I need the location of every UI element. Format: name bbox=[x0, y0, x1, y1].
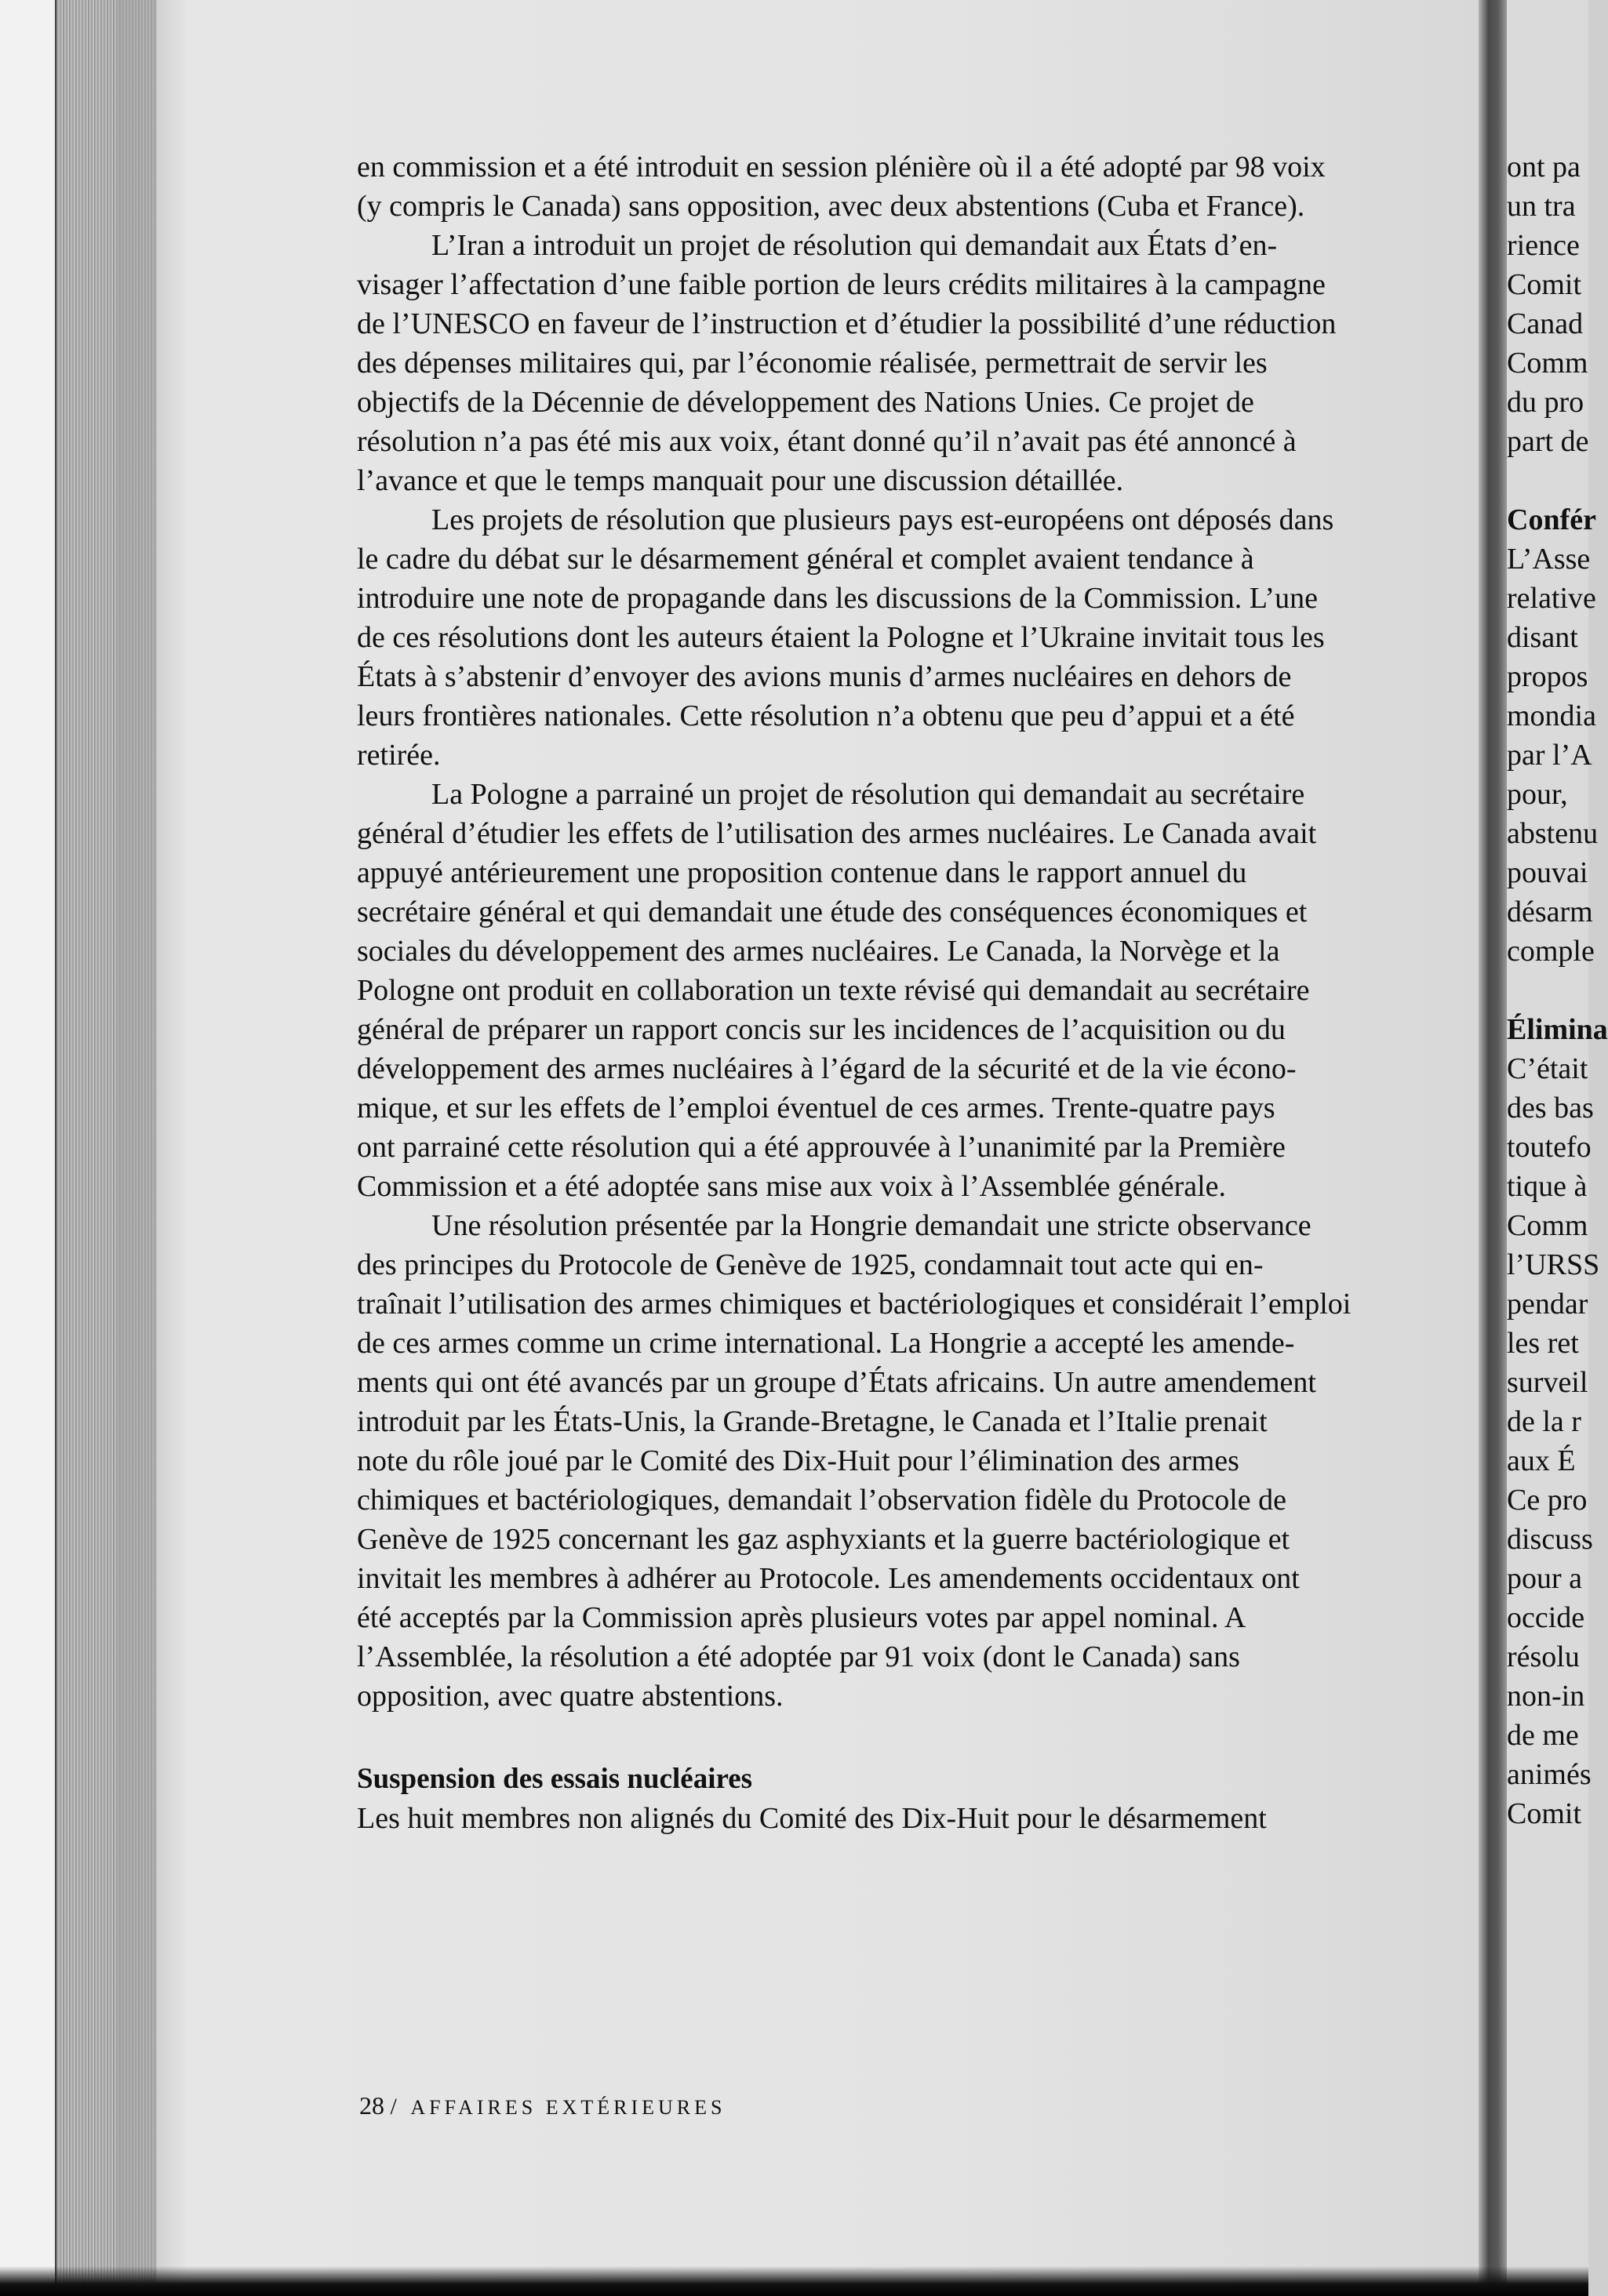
facing-page-text-fragment: animés bbox=[1507, 1758, 1592, 1791]
text-line: de ces résolutions dont les auteurs étaient la Pologne et l’Ukraine invitait tous les bbox=[357, 621, 1325, 654]
scan-bottom-shadow bbox=[0, 2266, 1588, 2296]
facing-page-text-fragment: un tra bbox=[1507, 190, 1576, 223]
facing-page-text-fragment: Comit bbox=[1507, 268, 1582, 301]
text-line: chimiques et bactériologiques, demandait l’observation fidèle du Protocole de bbox=[357, 1484, 1287, 1517]
text-line: résolution n’a pas été mis aux voix, étant donné qu’il n’avait pas été annoncé à bbox=[357, 425, 1297, 458]
facing-page-text-fragment: pour a bbox=[1507, 1562, 1583, 1595]
text-line: États à s’abstenir d’envoyer des avions munis d’armes nucléaires en dehors de bbox=[357, 660, 1292, 693]
text-line: appuyé antérieurement une proposition contenue dans le rapport annuel du bbox=[357, 856, 1247, 889]
facing-page-text-fragment: discuss bbox=[1507, 1523, 1593, 1556]
facing-page-text-fragment: Comm bbox=[1507, 1209, 1588, 1242]
page-edge-shadow bbox=[118, 0, 188, 2296]
facing-page-text-fragment: C’était bbox=[1507, 1052, 1588, 1085]
text-line: l’avance et que le temps manquait pour une discussion détaillée. bbox=[357, 464, 1124, 497]
publication-title: AFFAIRES EXTÉRIEURES bbox=[410, 2096, 726, 2119]
text-line: des principes du Protocole de Genève de 1925, condamnait tout acte qui en- bbox=[357, 1248, 1264, 1281]
facing-page-text-fragment: désarm bbox=[1507, 896, 1593, 928]
facing-page-text-fragment: l’URSS bbox=[1507, 1248, 1600, 1281]
facing-page-text-fragment: surveil bbox=[1507, 1366, 1588, 1399]
facing-page-text-fragment: occide bbox=[1507, 1601, 1585, 1634]
facing-page-text-fragment: Ce pro bbox=[1507, 1484, 1588, 1517]
facing-page-text-fragment: aux É bbox=[1507, 1444, 1576, 1477]
text-line: secrétaire général et qui demandait une étude des conséquences économiques et bbox=[357, 896, 1308, 928]
text-line: sociales du développement des armes nucléaires. Le Canada, la Norvège et la bbox=[357, 935, 1280, 968]
section-heading: Suspension des essais nucléaires bbox=[357, 1763, 753, 1795]
facing-page-text-fragment: les ret bbox=[1507, 1327, 1579, 1360]
text-line: général d’étudier les effets de l’utilisation des armes nucléaires. Le Canada avait bbox=[357, 817, 1317, 850]
facing-page-text-fragment: de me bbox=[1507, 1719, 1579, 1752]
facing-page-text-fragment: ont pa bbox=[1507, 151, 1581, 183]
facing-page-text-fragment: rience bbox=[1507, 229, 1580, 262]
text-line: Pologne ont produit en collaboration un texte révisé qui demandait au secrétaire bbox=[357, 974, 1310, 1007]
section-first-line: Les huit membres non alignés du Comité des Dix-Huit pour le désarmement bbox=[357, 1802, 1267, 1835]
text-line: note du rôle joué par le Comité des Dix-Huit pour l’élimination des armes bbox=[357, 1444, 1239, 1477]
book-gutter bbox=[1479, 0, 1507, 2296]
text-line: général de préparer un rapport concis sur les incidences de l’acquisition ou du bbox=[357, 1013, 1286, 1046]
footer-separator: / bbox=[390, 2094, 397, 2120]
facing-page-text-fragment: pour, bbox=[1507, 778, 1568, 811]
text-line: de ces armes comme un crime international. La Hongrie a accepté les amende- bbox=[357, 1327, 1295, 1360]
facing-page-text-fragment: Comm bbox=[1507, 347, 1588, 380]
text-line: objectifs de la Décennie de développement des Nations Unies. Ce projet de bbox=[357, 386, 1254, 419]
text-line: été acceptés par la Commission après plusieurs votes par appel nominal. A bbox=[357, 1601, 1246, 1634]
facing-page-text-fragment: par l’A bbox=[1507, 739, 1592, 772]
text-line: L’Iran a introduit un projet de résolution qui demandait aux États d’en- bbox=[431, 229, 1278, 262]
facing-page-text-fragment: non-in bbox=[1507, 1680, 1585, 1713]
facing-page-text-fragment: tique à bbox=[1507, 1170, 1588, 1203]
text-line: l’Assemblée, la résolution a été adoptée par 91 voix (dont le Canada) sans bbox=[357, 1640, 1240, 1673]
text-line: La Pologne a parrainé un projet de résolution qui demandait au secrétaire bbox=[431, 778, 1305, 811]
page-footer bbox=[359, 2086, 726, 2125]
text-line: leurs frontières nationales. Cette résolution n’a obtenu que peu d’appui et a été bbox=[357, 699, 1295, 732]
text-line: (y compris le Canada) sans opposition, avec deux abstentions (Cuba et France). bbox=[357, 190, 1305, 223]
text-line: Commission et a été adoptée sans mise aux voix à l’Assemblée générale. bbox=[357, 1170, 1227, 1203]
body-paragraphs bbox=[357, 147, 1482, 1716]
page-number: 28 bbox=[359, 2091, 384, 2120]
text-line: mique, et sur les effets de l’emploi éventuel de ces armes. Trente-quatre pays bbox=[357, 1092, 1275, 1124]
facing-page-text-fragment: résolu bbox=[1507, 1640, 1580, 1673]
facing-page-text-fragment: Confér bbox=[1507, 503, 1596, 536]
text-line: le cadre du débat sur le désarmement général et complet avaient tendance à bbox=[357, 543, 1254, 576]
facing-page-text-fragment: du pro bbox=[1507, 386, 1584, 419]
section-gap bbox=[357, 1716, 1482, 1760]
facing-page-text-fragment: mondia bbox=[1507, 699, 1596, 732]
text-line: de l’UNESCO en faveur de l’instruction et d’étudier la possibilité d’une réduction bbox=[357, 307, 1337, 340]
facing-page-text-fragment: relative bbox=[1507, 582, 1596, 615]
facing-page-fragment bbox=[1507, 0, 1608, 2296]
left-margin-strip bbox=[0, 0, 56, 2296]
facing-page-text-fragment: Élimina bbox=[1507, 1013, 1608, 1046]
facing-page-text-fragment: abstenu bbox=[1507, 817, 1599, 850]
facing-page-text-fragment: toutefo bbox=[1507, 1131, 1592, 1164]
facing-page-text-fragment: Canad bbox=[1507, 307, 1584, 340]
facing-page-text-fragment: disant bbox=[1507, 621, 1578, 654]
facing-page-text-fragment: part de bbox=[1507, 425, 1589, 458]
text-line: des dépenses militaires qui, par l’économie réalisée, permettrait de servir les bbox=[357, 347, 1268, 380]
facing-page-text-fragment: pouvai bbox=[1507, 856, 1588, 889]
text-line: ments qui ont été avancés par un groupe d’États africains. Un autre amendement bbox=[357, 1366, 1316, 1399]
text-line: développement des armes nucléaires à l’égard de la sécurité et de la vie écono- bbox=[357, 1052, 1297, 1085]
facing-page-text-fragment: L’Asse bbox=[1507, 543, 1591, 576]
main-text-column bbox=[357, 147, 1482, 2155]
text-line: Genève de 1925 concernant les gaz asphyxiants et la guerre bactériologique et bbox=[357, 1523, 1290, 1556]
facing-page-text-fragment: comple bbox=[1507, 935, 1595, 968]
text-line: Une résolution présentée par la Hongrie demandait une stricte observance bbox=[431, 1209, 1312, 1242]
facing-page-text-fragment: des bas bbox=[1507, 1092, 1594, 1124]
facing-page-text-fragment: de la r bbox=[1507, 1405, 1581, 1438]
facing-page-text-fragment: pendar bbox=[1507, 1288, 1588, 1321]
text-line: opposition, avec quatre abstentions. bbox=[357, 1680, 784, 1713]
text-line: en commission et a été introduit en session plénière où il a été adopté par 98 voix bbox=[357, 151, 1326, 183]
text-line: visager l’affectation d’une faible portion de leurs crédits militaires à la campagne bbox=[357, 268, 1326, 301]
facing-page-text-fragment: Comit bbox=[1507, 1797, 1582, 1830]
text-line: introduit par les États-Unis, la Grande-Bretagne, le Canada et l’Italie prenait bbox=[357, 1405, 1268, 1438]
text-line: retirée. bbox=[357, 739, 441, 772]
text-line: invitait les membres à adhérer au Protocole. Les amendements occidentaux ont bbox=[357, 1562, 1300, 1595]
facing-page-text-fragment: propos bbox=[1507, 660, 1588, 693]
text-line: ont parrainé cette résolution qui a été approuvée à l’unanimité par la Première bbox=[357, 1131, 1286, 1164]
text-line: traînait l’utilisation des armes chimiques et bactériologiques et considérait l’emploi bbox=[357, 1288, 1352, 1321]
text-line: introduire une note de propagande dans les discussions de la Commission. L’une bbox=[357, 582, 1318, 615]
text-line: Les projets de résolution que plusieurs pays est-européens ont déposés dans bbox=[431, 503, 1334, 536]
